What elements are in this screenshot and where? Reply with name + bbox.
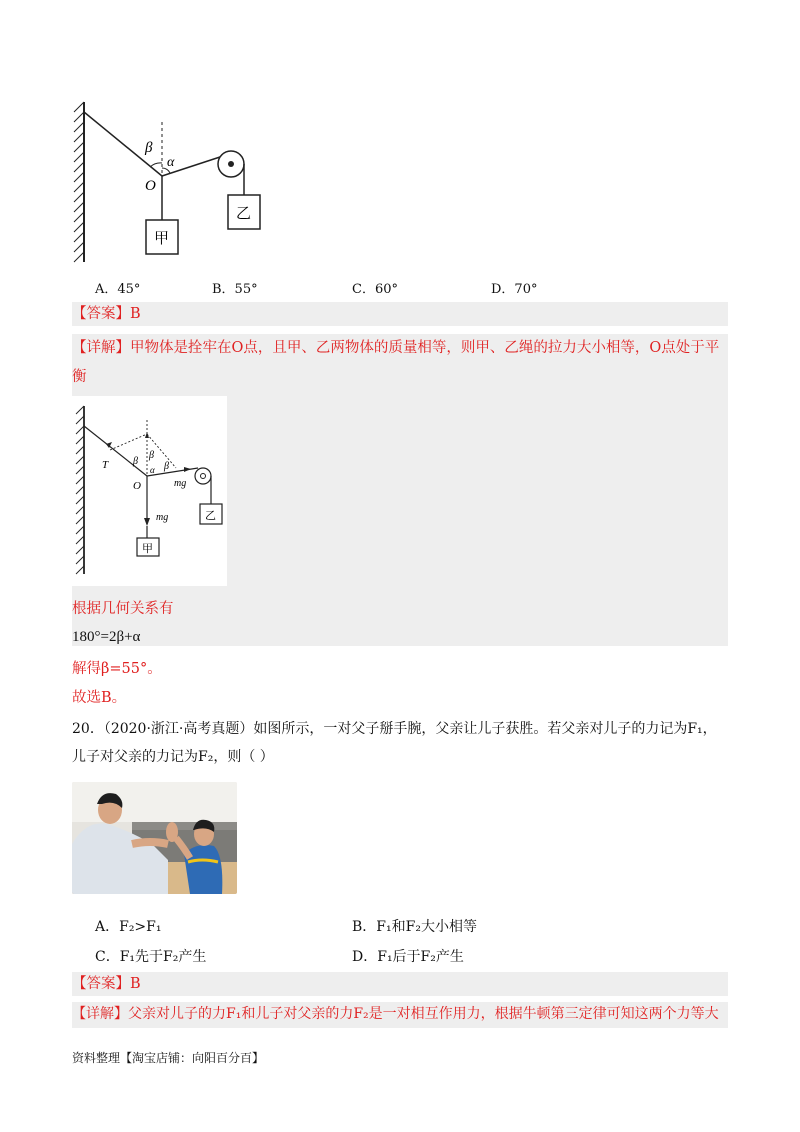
option-a: A．45° (95, 282, 141, 297)
photo-arm-wrestling (72, 782, 237, 894)
wall (76, 406, 84, 574)
tension-line (84, 426, 147, 476)
equation: 180°=2β+α (72, 629, 141, 645)
detail-label: 【详解】 (72, 340, 130, 356)
option-c: C．60° (352, 282, 398, 297)
detail-block (72, 334, 728, 392)
answer-label: 【答案】 (72, 306, 130, 322)
label-yi: 乙 (236, 204, 252, 222)
label-t: T (102, 459, 109, 471)
detail-text-1: 甲物体是拴牢在O点，且甲、乙两物体的质量相等，则甲、乙绳的拉力大小相等，O点处于平衡 (72, 340, 720, 385)
answer-row (72, 972, 728, 996)
detail-text: 父亲对儿子的力F₁和儿子对父亲的力F₂是一对相互作用力，根据牛顿第三定律可知这两个力等大 (128, 1006, 719, 1022)
label-yi: 乙 (205, 509, 216, 522)
geometry-intro: 根据几何关系有 (72, 601, 174, 617)
mg-down-arrow (144, 518, 150, 526)
label-mg-right: mg (174, 478, 187, 489)
label-jia: 甲 (154, 229, 170, 247)
pulley (195, 468, 211, 484)
label-alpha: α (167, 155, 175, 170)
pulley-axle (228, 161, 234, 167)
q20-line-2: 儿子对父亲的力记为F₂，则（ ） (72, 749, 274, 765)
option-c: C．F₁先于F₂产生 (95, 949, 207, 965)
option-d: D．F₁后于F₂产生 (352, 949, 464, 965)
solve-line: 解得β=55°。 (72, 661, 162, 677)
angle-beta-arc (150, 163, 162, 167)
label-o: O (145, 178, 156, 194)
wall (74, 102, 84, 262)
label-beta-left: β (133, 456, 138, 467)
answer-value: B (130, 306, 141, 322)
label-beta: β (145, 140, 153, 156)
option-b: B．55° (212, 282, 258, 297)
label-jia: 甲 (142, 542, 153, 555)
option-d: D．70° (491, 282, 538, 297)
detail-block (72, 1002, 728, 1028)
choose-line: 故选B。 (72, 690, 127, 706)
label-beta-right: β (164, 461, 169, 472)
footer-source: 资料整理【淘宝店铺：向阳百分百】 (72, 1051, 265, 1065)
label-beta-top: β (149, 450, 154, 461)
detail-label: 【详解】 (72, 1006, 128, 1022)
label-mg-down: mg (156, 512, 169, 523)
option-a: A．F₂>F₁ (95, 919, 162, 935)
answer-label: 【答案】 (72, 976, 130, 992)
parallelogram-dash-1 (110, 434, 147, 450)
label-o: O (133, 480, 141, 492)
figure-force-diagram (72, 396, 227, 586)
q20-line-1: 20．（2020·浙江·高考真题）如图所示，一对父子掰手腕，父亲让儿子获胜。若父亲对儿子的力记为F₁， (72, 721, 717, 737)
figure-rope-pulley (70, 100, 280, 265)
answer-value: B (130, 976, 141, 992)
answer-row (72, 302, 728, 326)
option-b: B．F₁和F₂大小相等 (352, 919, 477, 935)
label-alpha: α (150, 465, 155, 475)
